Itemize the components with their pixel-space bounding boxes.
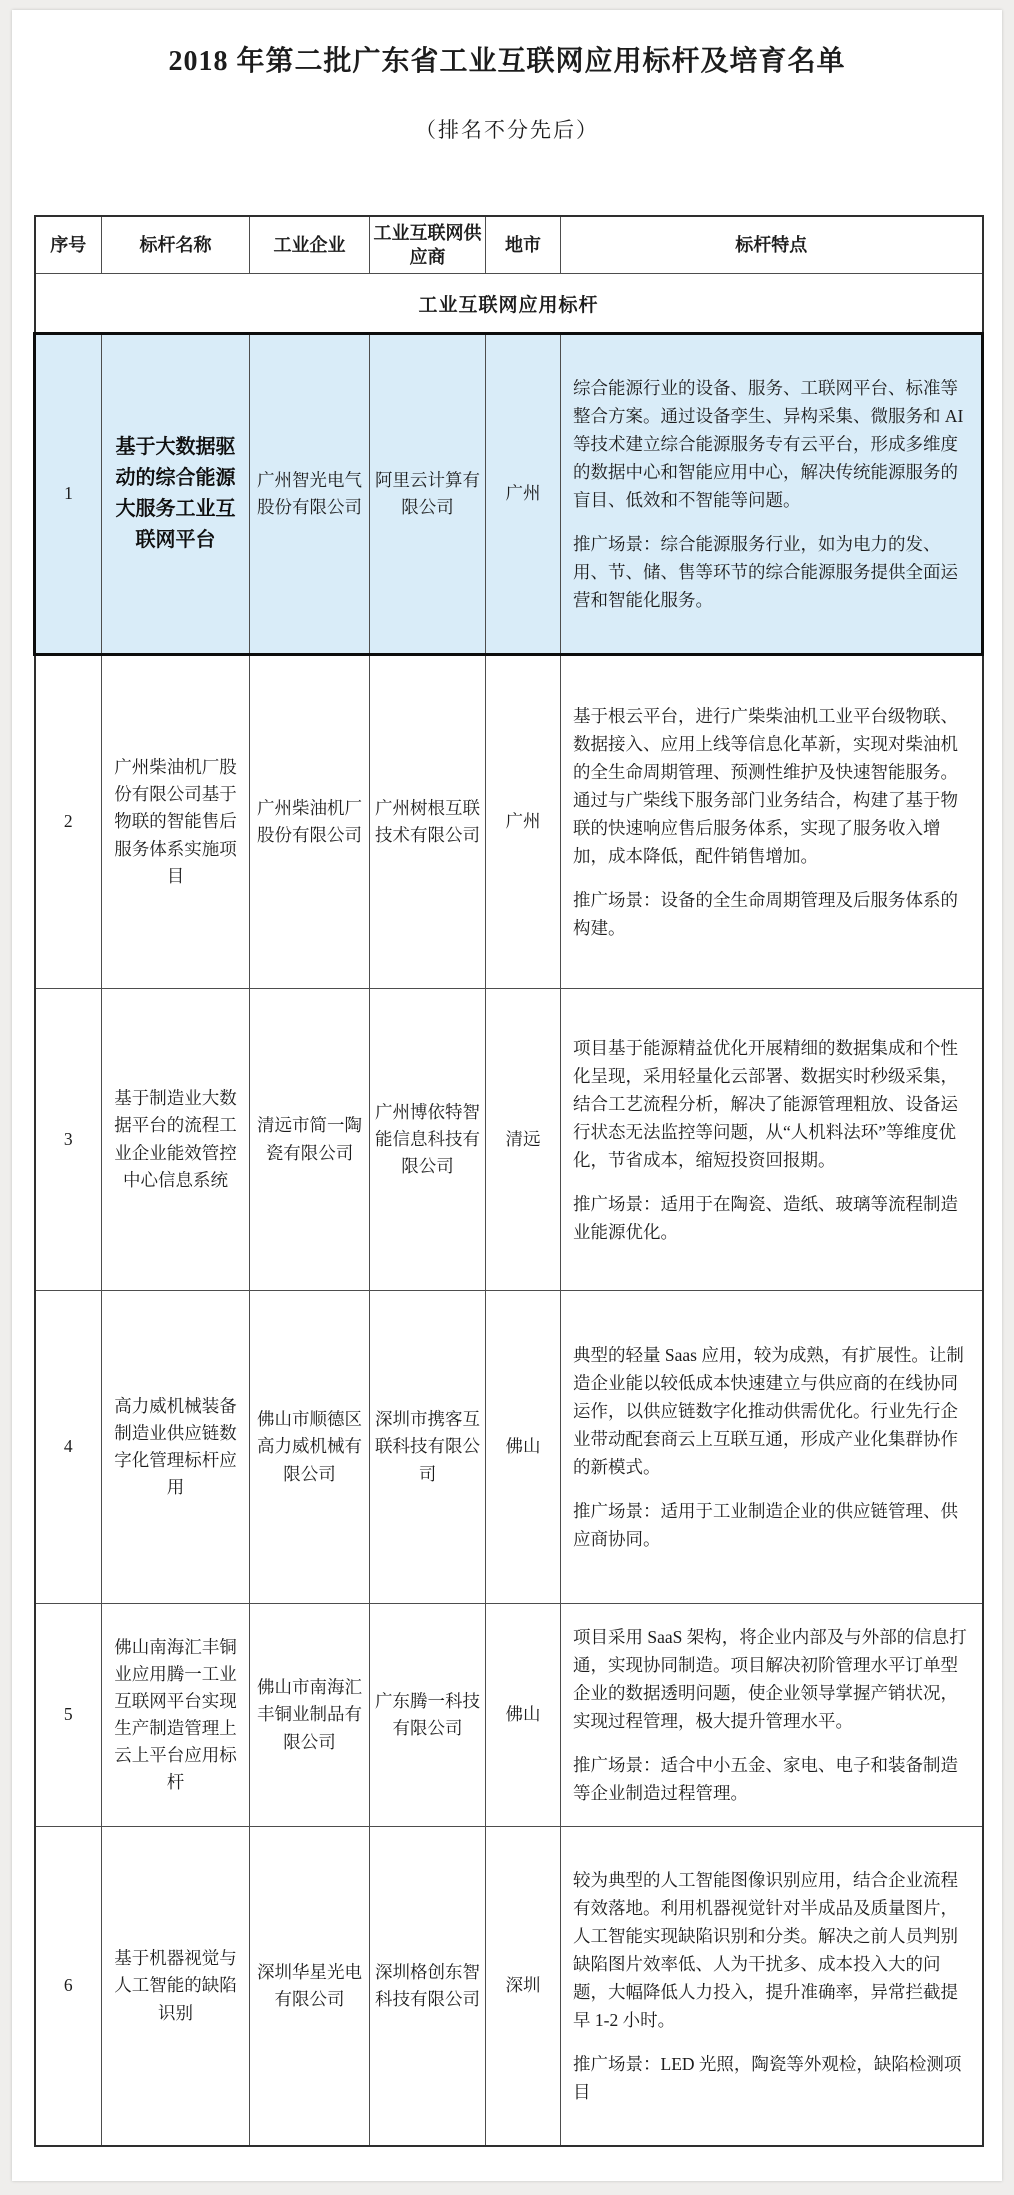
benchmark-table — [33, 215, 984, 2147]
cell-city: 深圳 — [486, 1827, 561, 2147]
cell-supplier: 深圳市携客互联科技有限公司 — [370, 1291, 486, 1604]
cell-benchmark-features — [561, 989, 983, 1291]
table-row — [35, 1604, 983, 1827]
cell-benchmark-name: 基于大数据驱动的综合能源大服务工业互联网平台 — [102, 334, 250, 655]
cell-supplier: 广东腾一科技有限公司 — [370, 1604, 486, 1827]
cell-serial-number: 6 — [35, 1827, 102, 2147]
col-header-enterprise: 工业企业 — [250, 216, 370, 274]
cell-city: 清远 — [486, 989, 561, 1291]
col-header-no: 序号 — [35, 216, 102, 274]
table-row — [35, 334, 983, 655]
cell-supplier: 阿里云计算有限公司 — [370, 334, 486, 655]
feature-paragraph: 项目采用 SaaS 架构，将企业内部及与外部的信息打通，实现协同制造。项目解决初阶管理水平订单型企业的数据透明问题，使企业领导掌握产销状况，实现过程管理，极大提升管理水平。 — [573, 1627, 967, 1731]
table-row — [35, 1291, 983, 1604]
feature-paragraph: 推广场景：适合中小五金、家电、电子和装备制造等企业制造过程管理。 — [573, 1755, 958, 1803]
cell-benchmark-features — [561, 334, 983, 655]
col-header-features: 标杆特点 — [561, 216, 983, 274]
feature-paragraph: 推广场景：LED 光照，陶瓷等外观检，缺陷检测项目 — [573, 2054, 962, 2102]
feature-paragraph: 典型的轻量 Saas 应用，较为成熟，有扩展性。让制造企业能以较低成本快速建立与供应商的在线协同运作，以供应链数字化推动供需优化。行业先行企业带动配套商云上互联互通，形成产业化集群协作的新模式。 — [573, 1345, 964, 1477]
cell-benchmark-name: 基于制造业大数据平台的流程工业企业能效管控中心信息系统 — [102, 989, 250, 1291]
cell-serial-number: 3 — [35, 989, 102, 1291]
page-title: 2018 年第二批广东省工业互联网应用标杆及培育名单 — [168, 46, 846, 77]
feature-paragraph: 较为典型的人工智能图像识别应用，结合企业流程有效落地。利用机器视觉针对半成品及质量图片，人工智能实现缺陷识别和分类。解决之前人员判别缺陷图片效率低、人为干扰多、成本投入大的问题，大幅降低人力投入，提升准确率，异常拦截提早 1-2 小时。 — [573, 1870, 958, 2030]
cell-industrial-enterprise: 清远市简一陶瓷有限公司 — [250, 989, 370, 1291]
document-page — [12, 10, 1002, 2181]
cell-benchmark-name: 佛山南海汇丰铜业应用腾一工业互联网平台实现生产制造管理上云上平台应用标杆 — [102, 1604, 250, 1827]
col-header-city: 地市 — [486, 216, 561, 274]
cell-city: 广州 — [486, 334, 561, 655]
cell-city: 佛山 — [486, 1604, 561, 1827]
cell-serial-number: 5 — [35, 1604, 102, 1827]
page-subtitle: （排名不分先后） — [415, 118, 599, 142]
cell-serial-number: 4 — [35, 1291, 102, 1604]
cell-serial-number: 2 — [35, 655, 102, 989]
feature-paragraph: 推广场景：设备的全生命周期管理及后服务体系的构建。 — [573, 890, 958, 938]
cell-industrial-enterprise: 佛山市顺德区高力威机械有限公司 — [250, 1291, 370, 1604]
cell-benchmark-features — [561, 1827, 983, 2147]
cell-industrial-enterprise: 佛山市南海汇丰铜业制品有限公司 — [250, 1604, 370, 1827]
feature-paragraph: 综合能源行业的设备、服务、工联网平台、标准等整合方案。通过设备孪生、异构采集、微服务和 AI 等技术建立综合能源服务专有云平台，形成多维度的数据中心和智能应用中心，解决传统能源服务的盲目、低效和不智能等问题。 — [573, 378, 964, 510]
col-header-name: 标杆名称 — [102, 216, 250, 274]
cell-benchmark-name: 基于机器视觉与人工智能的缺陷识别 — [102, 1827, 250, 2147]
cell-benchmark-features — [561, 1291, 983, 1604]
cell-supplier: 广州树根互联技术有限公司 — [370, 655, 486, 989]
cell-industrial-enterprise: 广州智光电气股份有限公司 — [250, 334, 370, 655]
table-row — [35, 655, 983, 989]
cell-benchmark-name: 高力威机械装备制造业供应链数字化管理标杆应用 — [102, 1291, 250, 1604]
col-header-supplier: 工业互联网供应商 — [370, 216, 486, 274]
feature-paragraph: 推广场景：适用于在陶瓷、造纸、玻璃等流程制造业能源优化。 — [573, 1193, 958, 1242]
cell-supplier: 深圳格创东智科技有限公司 — [370, 1827, 486, 2147]
cell-supplier: 广州博依特智能信息科技有限公司 — [370, 989, 486, 1291]
table-header-row — [35, 216, 983, 274]
cell-benchmark-features — [561, 1604, 983, 1827]
section-header-row — [35, 274, 983, 334]
cell-serial-number: 1 — [35, 334, 102, 655]
feature-paragraph: 项目基于能源精益优化开展精细的数据集成和个性化呈现，采用轻量化云部署、数据实时秒级采集，结合工艺流程分析，解决了能源管理粗放、设备运行状态无法监控等问题，从“人机料法环”等维度优化，节省成本，缩短投资回报期。 — [573, 1037, 958, 1170]
feature-paragraph: 推广场景：综合能源服务行业，如为电力的发、用、节、储、售等环节的综合能源服务提供全面运营和智能化服务。 — [573, 534, 958, 610]
cell-benchmark-features — [561, 655, 983, 989]
feature-paragraph: 推广场景：适用于工业制造企业的供应链管理、供应商协同。 — [573, 1501, 958, 1549]
cell-city: 广州 — [486, 655, 561, 989]
feature-paragraph: 基于根云平台，进行广柴柴油机工业平台级物联、数据接入、应用上线等信息化革新，实现对柴油机的全生命周期管理、预测性维护及快速智能服务。通过与广柴线下服务部门业务结合，构建了基于物联的快速响应售后服务体系，实现了服务收入增加，成本降低，配件销售增加。 — [573, 706, 958, 866]
section-header: 工业互联网应用标杆 — [35, 274, 983, 334]
table-row — [35, 1827, 983, 2147]
cell-city: 佛山 — [486, 1291, 561, 1604]
cell-benchmark-name: 广州柴油机厂股份有限公司基于物联的智能售后服务体系实施项目 — [102, 655, 250, 989]
table-row — [35, 989, 983, 1291]
cell-industrial-enterprise: 广州柴油机厂股份有限公司 — [250, 655, 370, 989]
cell-industrial-enterprise: 深圳华星光电有限公司 — [250, 1827, 370, 2147]
